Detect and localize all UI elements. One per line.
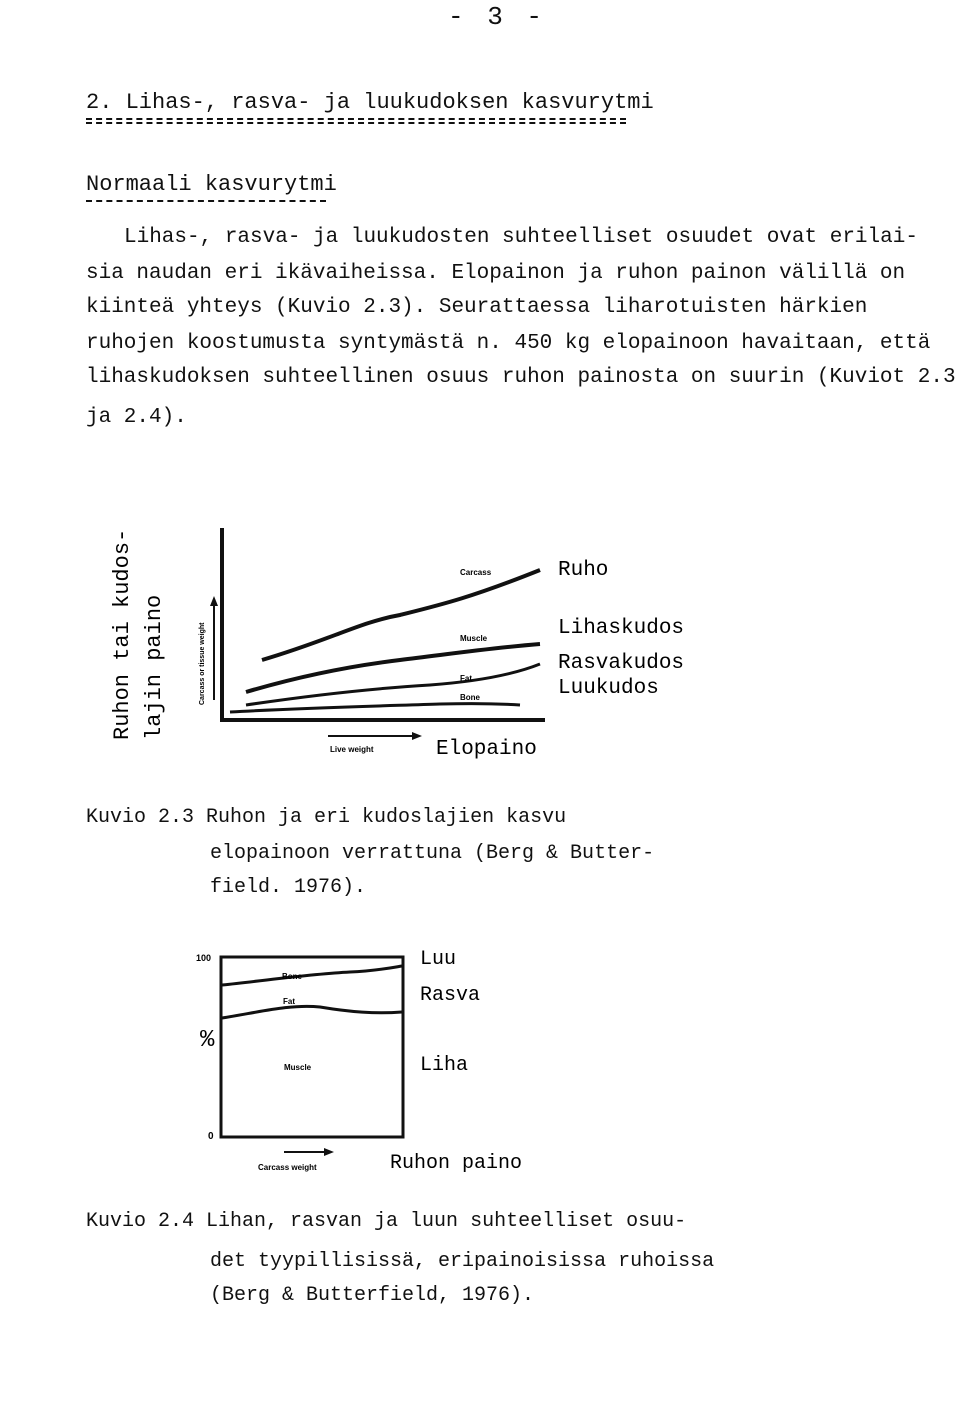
paragraph-line: ja 2.4). [86,406,187,429]
figure1-caption-line: elopainoon verrattuna (Berg & Butter- [210,842,655,865]
paragraph-line: ruhojen koostumusta syntymästä n. 450 kg elopainoon havaitaan, että [86,332,931,355]
muscle-label: Muscle [460,634,488,643]
paragraph-line: lihaskudoksen suhteellinen osuus ruhon painosta on suurin (Kuviot 2.3 [86,366,956,389]
section-heading: 2. Lihas-, rasva- ja luukudoksen kasvurytmi [86,90,654,115]
figure2-y-max: 100 [196,953,212,963]
muscle-region-label: Muscle [284,1063,312,1072]
fat-region-label: Fat [283,997,295,1006]
page-number: - 3 - [448,2,547,32]
figure1-caption-line: Kuvio 2.3 Ruhon ja eri kudoslajien kasvu [86,806,567,829]
ruho-label: Ruho [558,559,609,582]
luukudos-label: Luukudos [558,677,659,700]
paragraph-line: Lihas-, rasva- ja luukudosten suhteelliset osuudet ovat erilai- [124,226,918,249]
figure1-caption-line: field. 1976). [210,876,367,899]
figure2-frame [221,957,403,1137]
figure2-caption-line: det tyypillisissä, eripainoisissa ruhoissa [210,1250,715,1273]
figure2-x-label: Ruhon paino [390,1152,523,1175]
figure2-x-arrow-head [324,1148,334,1156]
figure2-y-min: 0 [208,1131,214,1142]
figure1-y-label-2: lajin paino [142,594,167,740]
bone-fat-boundary [222,966,402,985]
subheading: Normaali kasvurytmi [86,172,337,197]
paragraph-line: sia naudan eri ikävaiheissa. Elopainon ja ruhon painon välillä on [86,262,906,285]
fat-muscle-boundary [222,1006,402,1018]
paragraph-line: kiinteä yhteys (Kuvio 2.3). Seurattaessa liharotuisten härkien [86,296,868,319]
bone-region-label: Bone [282,972,302,981]
figure1-inner-y-label: Carcass or tissue weight [199,622,206,705]
figure2-inner-x-label: Carcass weight [258,1163,317,1172]
luu-label: Luu [420,948,457,971]
figure2-caption-line: (Berg & Butterfield, 1976). [210,1284,535,1307]
rasva-label: Rasva [420,984,481,1007]
figure2-y-unit: % [200,1027,215,1054]
figure1-y-label-1: Ruhon tai kudos- [110,528,135,740]
rasvakudos-label: Rasvakudos [558,652,685,675]
figure1-inner-x-label: Live weight [330,745,374,754]
fat-label: Fat [460,674,472,683]
liha-label: Liha [420,1054,469,1077]
lihaskudos-label: Lihaskudos [558,617,685,640]
bone-label: Bone [460,693,480,702]
figure1-x-label: Elopaino [436,738,537,761]
figure2-caption-line: Kuvio 2.4 Lihan, rasvan ja luun suhteelliset osuu- [86,1210,687,1233]
carcass-label: Carcass [460,568,492,577]
